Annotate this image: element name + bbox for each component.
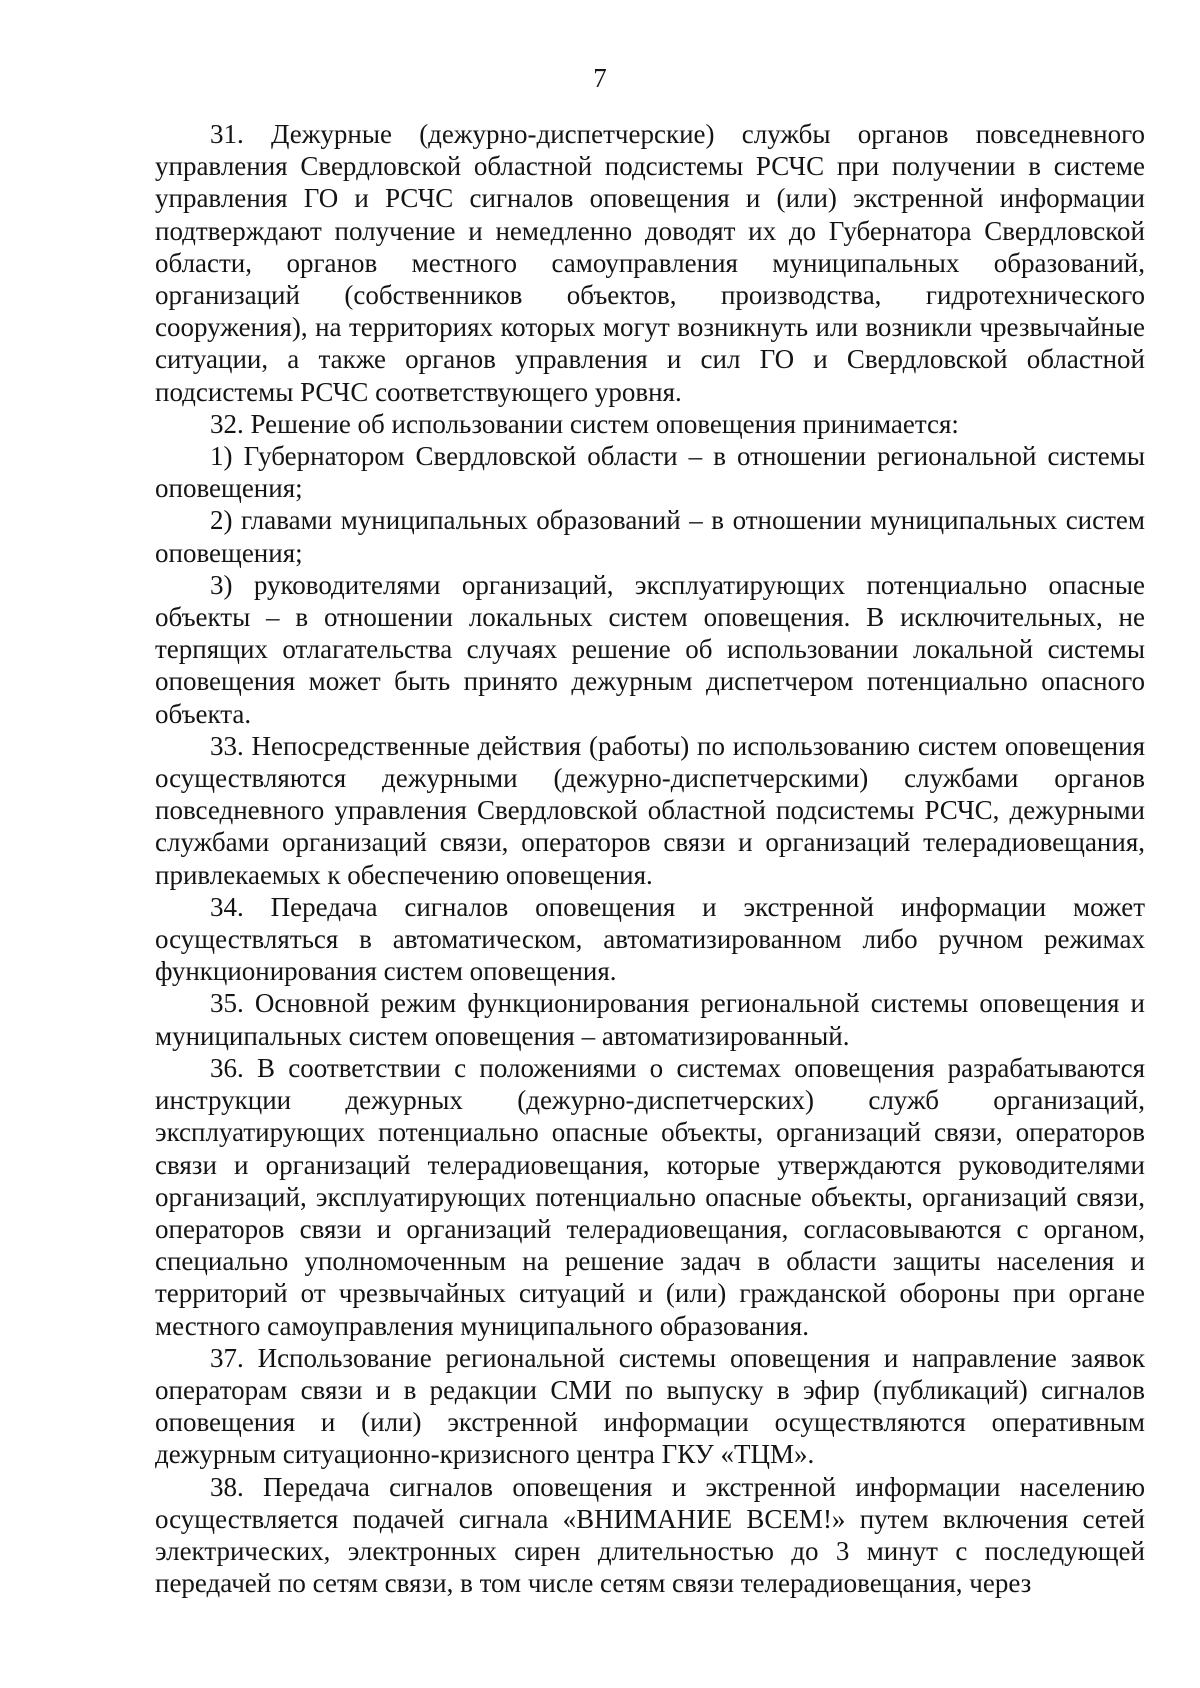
paragraph-32: 32. Решение об использовании систем оповещения принимается: bbox=[210, 408, 959, 439]
paragraph-33: 33. Непосредственные действия (работы) по использованию систем оповещения осуществляются дежурными (дежурно-диспетчерскими) службами органов повседневного управления Свердловской областной подсистемы РСЧС, дежурными службами организаций связи, операторов связи и организаций телерадиовещания, привлекаемых к обеспечению оповещения. bbox=[155, 730, 1145, 890]
paragraph-36: 36. В соответствии с положениями о системах оповещения разрабатываются инструкции дежурных (дежурно-диспетчерских) служб организаций, эксплуатирующих потенциально опасные объекты, организаций связи, операторов связи и организаций телерадиовещания, которые утверждаются руководителями организаций, эксплуатирующих потенциально опасные объекты, организаций связи, операторов связи и организаций телерадиовещания, согласовываются с органом, специально уполномоченным на решение задач в области защиты населения и территорий от чрезвычайных ситуаций и (или) гражданской обороны при органе местного самоуправления муниципального образования. bbox=[155, 1052, 1145, 1341]
paragraph-38: 38. Передача сигналов оповещения и экстренной информации населению осуществляется подачей сигнала «ВНИМАНИЕ ВСЕМ!» путем включения сетей электрических, электронных сирен длительностью до 3 минут с последующей передачей по сетям связи, в том числе сетям связи телерадиовещания, через bbox=[155, 1471, 1145, 1599]
list-item-2: 2) главами муниципальных образований – в отношении муниципальных систем оповещения; bbox=[155, 505, 1145, 568]
paragraph-37: 37. Использование региональной системы оповещения и направление заявок операторам связи и в редакции СМИ по выпуску в эфир (публикаций) сигналов оповещения и (или) экстренной информации осуществляются оперативным дежурным ситуационно-кризисного центра ГКУ «ТЦМ». bbox=[155, 1342, 1145, 1470]
list-item-3: 3) руководителями организаций, эксплуатирующих потенциально опасные объекты – в отношении локальных систем оповещения. В исключительных, не терпящих отлагательства случаях решение об использовании локальной системы оповещения может быть принято дежурным диспетчером потенциально опасного объекта. bbox=[155, 569, 1145, 729]
document-body bbox=[155, 118, 1145, 1599]
paragraph-31: 31. Дежурные (дежурно-диспетчерские) службы органов повседневного управления Свердловской областной подсистемы РСЧС при получении в системе управления ГО и РСЧС сигналов оповещения и (или) экстренной информации подтверждают получение и немедленно доводят их до Губернатора Свердловской области, органов местного самоуправления муниципальных образований, организаций (собственников объектов, производства, гидротехнического сооружения), на территориях которых могут возникнуть или возникли чрезвычайные ситуации, а также органов управления и сил ГО и Свердловской областной подсистемы РСЧС соответствующего уровня. bbox=[155, 119, 1145, 407]
paragraph-35: 35. Основной режим функционирования региональной системы оповещения и муниципальных систем оповещения – автоматизированный. bbox=[155, 988, 1145, 1051]
page-number: 7 bbox=[593, 63, 607, 93]
list-item-1: 1) Губернатором Свердловской области – в отношении региональной системы оповещения; bbox=[155, 441, 1145, 504]
paragraph-34: 34. Передача сигналов оповещения и экстренной информации может осуществляться в автоматическом, автоматизированном либо ручном режимах функционирования систем оповещения. bbox=[155, 891, 1145, 987]
